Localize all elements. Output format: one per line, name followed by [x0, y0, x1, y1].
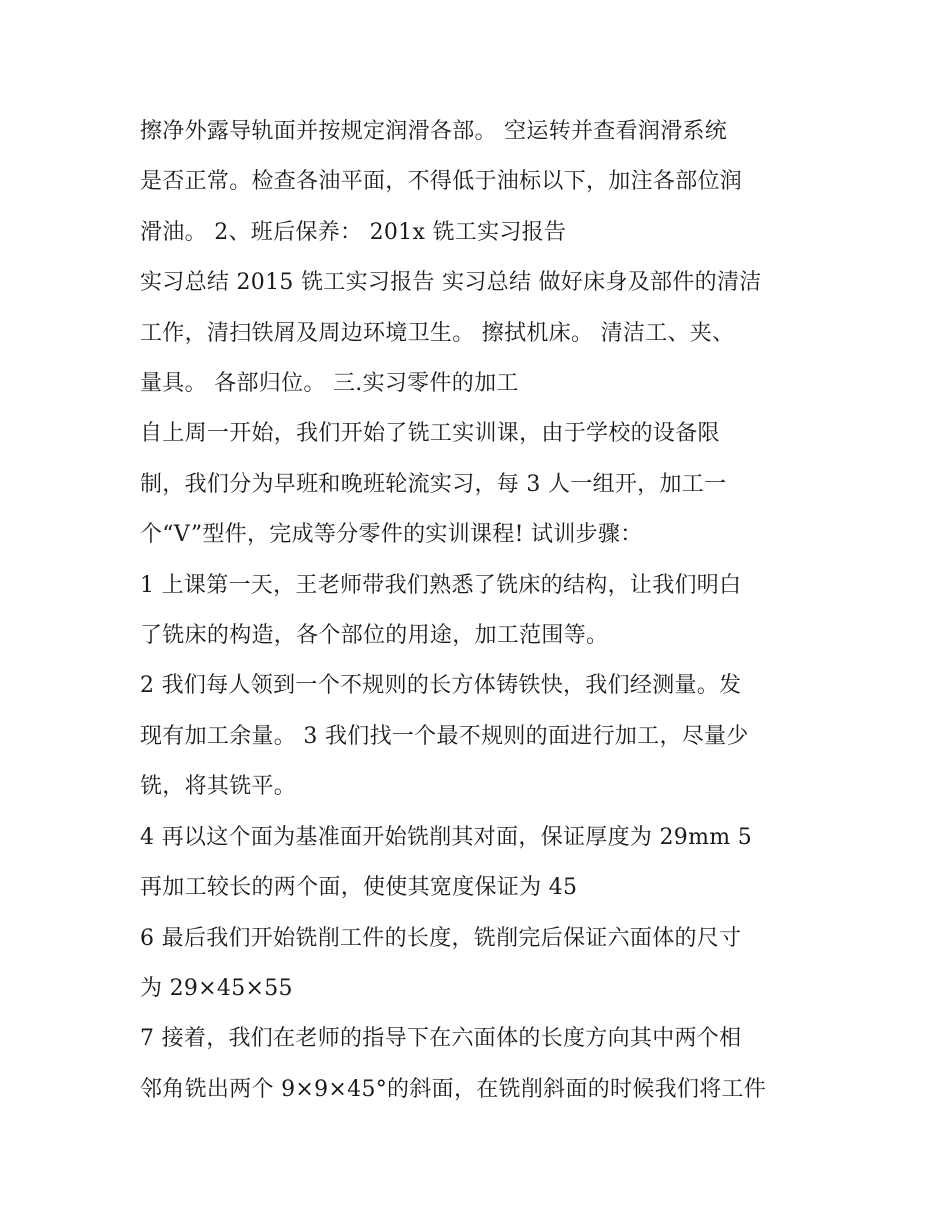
paragraph-step-1: 1 上课第一天，王老师带我们熟悉了铣床的结构，让我们明白 了铣床的构造，各个部位的用途，加工范围等。 [140, 572, 742, 649]
paragraph-step-2-3: 2 我们每人领到一个不规则的长方体铸铁快，我们经测量。发 现有加工余量。 3 我们找一个最不规则的面进行加工，尽量少 铣，将其铣平。 [140, 673, 749, 800]
paragraph-step-7: 7 接着，我们在老师的指导下在六面体的长度方向其中两个相 邻角铣出两个 9×9×45°的斜面，在铣削斜面的时候我们将工件 [140, 1026, 767, 1102]
paragraph-step-4-5: 4 再以这个面为基准面开始铣削其对面，保证厚度为 29mm 5 再加工较长的两个面，使使其宽度保证为 45 [140, 824, 752, 901]
paragraph-step-6: 6 最后我们开始铣削工件的长度，铣削完后保证六面体的尺寸 为 29×45×55 [140, 925, 742, 1001]
paragraph-intro-training: 自上周一开始，我们开始了铣工实训课，由于学校的设备限 制，我们分为早班和晚班轮流实习，每 3 人一组开，加工一 个“V”型件，完成等分零件的实训课程! 试训步骤： [140, 421, 727, 548]
document-body [140, 107, 820, 1115]
paragraph-maintenance-before: 擦净外露导轨面并按规定润滑各部。 空运转并查看润滑系统 是否正常。检查各油平面，不得低于油标以下，加注各部位润 滑油。 2、班后保养： 201x 铣工实习报告 [140, 119, 743, 245]
paragraph-maintenance-after: 实习总结 2015 铣工实习报告 实习总结 做好床身及部件的清洁 工作，清扫铁屑及周边环境卫生。 擦拭机床。 清洁工、夹、 量具。 各部归位。 三.实习零件的加工 [140, 270, 762, 397]
